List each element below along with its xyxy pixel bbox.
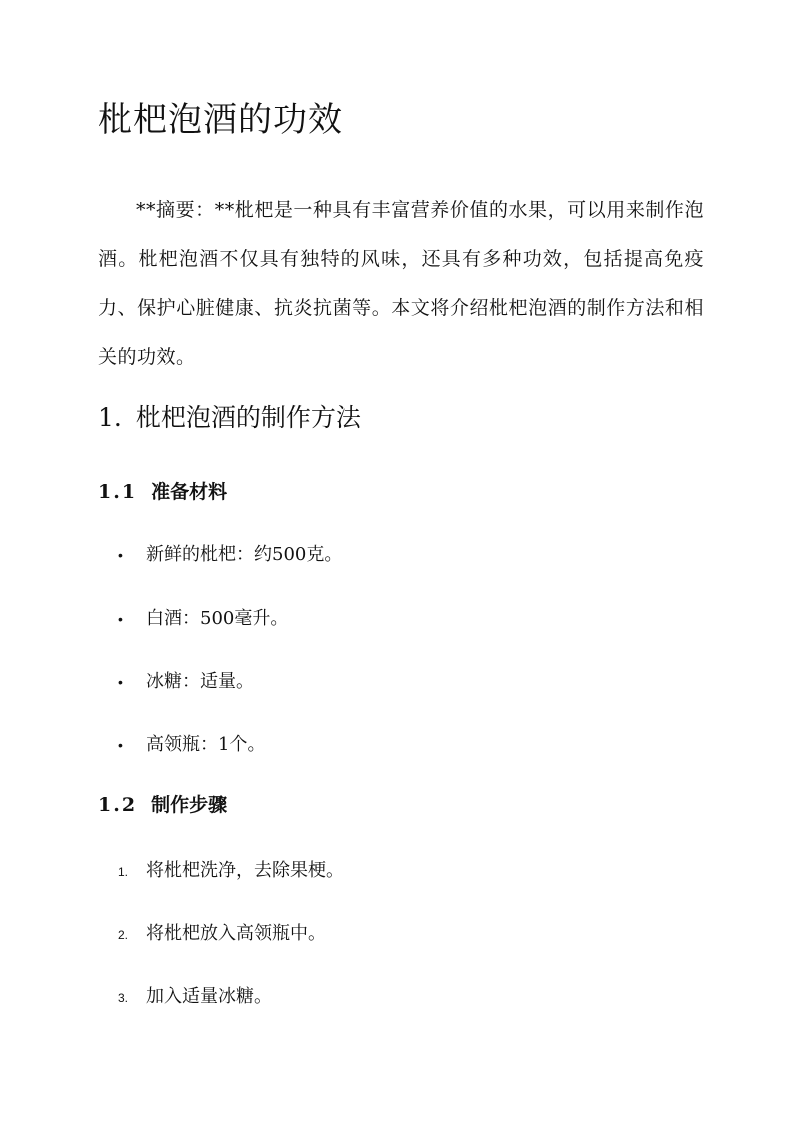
subsection-number: 1.1 — [98, 481, 138, 503]
list-item-text: 冰糖：适量。 — [146, 671, 254, 692]
subsection-number: 1.2 — [98, 794, 138, 816]
list-item — [118, 540, 342, 570]
ordinal-marker: 3. — [118, 991, 129, 1005]
abstract-paragraph: **摘要：**枇杷是一种具有丰富营养价值的水果，可以用来制作泡酒。枇杷泡酒不仅具有独特的风味，还具有多种功效，包括提高免疫力、保护心脏健康、抗炎抗菌等。本文将介绍枇杷泡酒的制作方法和相关的功效。 — [98, 199, 704, 368]
subsection-title: 制作步骤 — [151, 794, 228, 816]
document-title: 枇杷泡酒的功效 — [98, 100, 343, 140]
subsection-title: 准备材料 — [151, 481, 228, 503]
ordered-list-item — [118, 856, 344, 887]
section-heading-1 — [98, 398, 361, 438]
list-item — [118, 667, 254, 697]
list-item — [118, 730, 265, 760]
ordinal-marker: 2. — [118, 928, 129, 942]
ordered-list-item — [118, 982, 272, 1013]
bullet-marker: • — [118, 674, 123, 690]
subsection-heading-1-2 — [98, 790, 227, 820]
step-text: 将枇杷洗净，去除果梗。 — [146, 860, 344, 881]
ordinal-marker: 1. — [118, 865, 129, 879]
list-item — [118, 604, 288, 634]
step-text: 加入适量冰糖。 — [146, 986, 272, 1007]
bullet-marker: • — [118, 611, 123, 627]
list-item-text: 新鲜的枇杷：约500克。 — [146, 544, 343, 565]
step-text: 将枇杷放入高领瓶中。 — [146, 923, 326, 944]
section-title: 枇杷泡酒的制作方法 — [135, 403, 361, 432]
bullet-marker: • — [118, 547, 123, 563]
bullet-marker: • — [118, 737, 123, 753]
ordered-list-item — [118, 919, 326, 950]
subsection-heading-1-1 — [98, 477, 227, 507]
section-number: 1. — [98, 403, 122, 432]
list-item-text: 白酒：500毫升。 — [146, 608, 289, 629]
list-item-text: 高领瓶：1个。 — [146, 734, 266, 755]
